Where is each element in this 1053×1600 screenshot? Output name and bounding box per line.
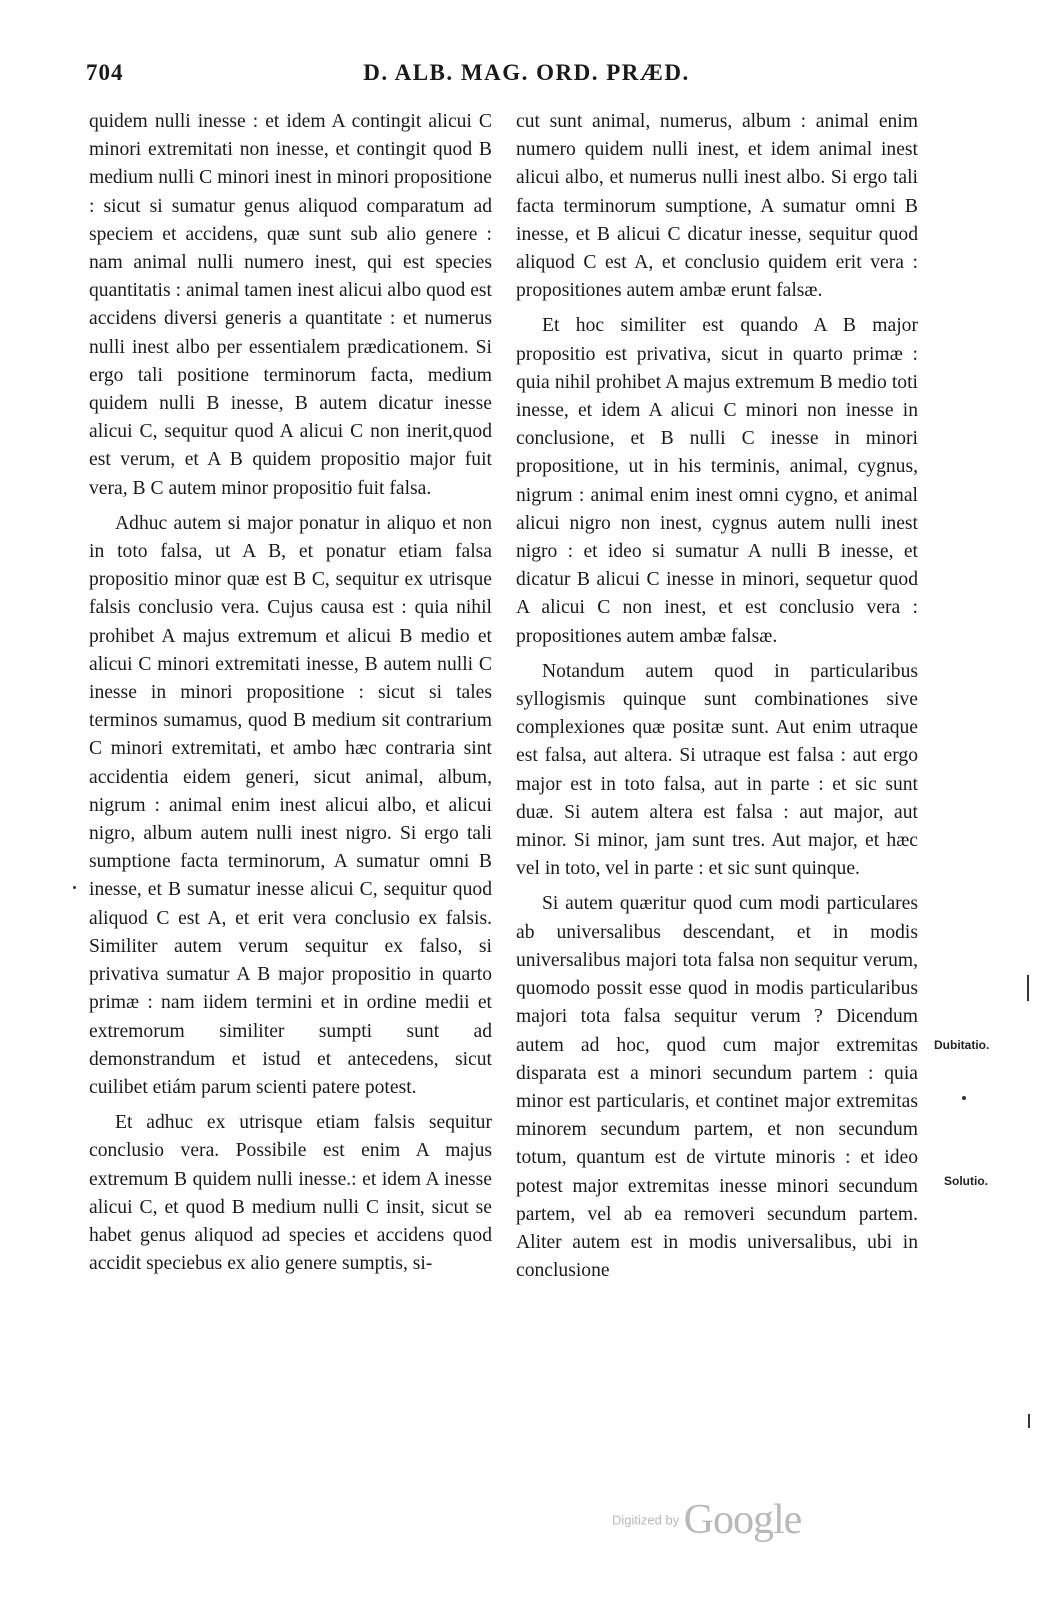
- margin-note-dubitatio: Dubitatio.: [934, 1038, 990, 1052]
- scan-mark: [1028, 1414, 1030, 1428]
- running-head: D. ALB. MAG. ORD. PRÆD.: [363, 60, 690, 85]
- scan-mark: [962, 1096, 966, 1100]
- google-watermark: [612, 1496, 801, 1544]
- right-paragraph-2: Et hoc similiter est quando A B major propositio est privativa, sicut in quarto primæ : quia nihil prohibet A majus extremum B medio toti inesse, et idem A alicui C minori non inesse in conclusione, et B nulli C inesse in minori propositione, ut in his terminis, animal, cygnus, nigrum : animal enim inest omni cygno, et animal alicui nigro non inest, cygnus autem nulli inest nigro : et ideo si sumatur A nulli B inesse, et dicatur B alicui C inesse in minori, sequetur quod A alicui C non inest, et est conclusio vera : propositiones autem ambæ falsæ.: [516, 315, 918, 647]
- watermark-prefix: Digitized by: [612, 1512, 680, 1528]
- scan-mark: [1027, 975, 1029, 1001]
- right-column: [516, 108, 918, 1292]
- google-logo: Google: [683, 1497, 802, 1543]
- left-paragraph-3: Et adhuc ex utrisque etiam falsis sequitur conclusio vera. Possibile est enim A majus extremum B quidem nulli inesse.: et idem A inesse alicui C, et quod B medium nulli C insit, sicut se habet genus aliquod ad species et accidens quod accidit speciebus ex alio genere sumptis, si-: [89, 1112, 492, 1275]
- right-paragraph-1: cut sunt animal, numerus, album : animal enim numero quidem nulli inest, et idem animal inest alicui albo, et numerus nulli inest albo. Si ergo tali facta terminorum sumptione, A sumatur omni B inesse, et B alicui C dicatur inesse, sequitur quod aliquod C est A, et conclusio quidem erit vera : propositiones autem ambæ erunt falsæ.: [516, 111, 918, 302]
- scan-mark: [73, 886, 76, 889]
- right-paragraph-4: Si autem quæritur quod cum modi particulares ab universalibus descendant, et in modis universalibus majori tota falsa non sequitur verum, quomodo possit esse quod in modis particularibus majori tota falsa sequitur verum ? Dicendum autem ad hoc, quod cum major extremitas disparata est a minori secundum partem : quia minor est particularis, et continet major extremitas minorem secundum partem, et non secundum totum, quantum est de virtute minoris : et ideo potest major extremitas inesse minori secundum partem, vel ab ea removeri secundum partem. Aliter autem est in modis universalibus, ubi in conclusione: [516, 893, 918, 1282]
- margin-note-solutio: Solutio.: [944, 1174, 988, 1188]
- left-column: [89, 108, 492, 1285]
- right-paragraph-3: Notandum autem quod in particularibus syllogismis quinque sunt combinationes sive complexiones quæ positæ sunt. Aut enim utraque est falsa, aut altera. Si utraque est falsa : aut ergo major est in toto falsa, aut in parte : et sic sunt duæ. Si autem altera est falsa : aut major, aut minor. Si minor, jam sunt tres. Aut major, et hæc vel in toto, vel in parte : et sic sunt quinque.: [516, 660, 918, 880]
- page-number: 704: [86, 60, 124, 85]
- left-paragraph-1: quidem nulli inesse : et idem A contingit alicui C minori extremitati non inesse, et contingit quod B medium nulli C minori inest in minori propositione : sicut si sumatur genus aliquod comparatum ad speciem et accidens, quæ sunt sub alio genere : nam animal nulli numero inest, qui est species quantitatis : animal tamen inest alicui albo quod est accidens diversi generis a quantitate : et numerus nulli inest albo per essentialem prædicationem. Si ergo tali positione terminorum facta, medium quidem nulli B inesse, B autem dicatur inesse alicui C, sequitur quod A alicui C non inerit,quod est verum, et A B quidem propositio major fuit vera, B C autem minor propositio fuit falsa.: [89, 111, 492, 499]
- left-paragraph-2: Adhuc autem si major ponatur in aliquo et non in toto falsa, ut A B, et ponatur etiam falsa propositio minor quæ est B C, sequitur ex utrisque falsis conclusio vera. Cujus causa est : quia nihil prohibet A majus extremum et alicui B medio et alicui C minori extremitati inesse, B autem nulli C inesse in minori propositione : sicut si tales terminos sumamus, quod B medium sit contrarium C minori extremitati, et ambo hæc contraria sint accidentia eidem generi, sicut animal, album, nigrum : animal enim inest alicui albo, et alicui nigro, album autem nulli inest nigro. Si ergo tali sumptione facta terminorum, A sumatur omni B inesse, et B sumatur inesse alicui C, sequitur quod aliquod C est A, et erit vera conclusio ex falsis. Similiter autem verum sequitur ex falso, si privativa sumatur A B major propositio in quarto primæ : nam iidem termini et in ordine medii et extremorum similiter sumpti sunt ad demonstrandum et istud et antecedens, sicut cuilibet etiám parum scienti patere potest.: [89, 512, 492, 1098]
